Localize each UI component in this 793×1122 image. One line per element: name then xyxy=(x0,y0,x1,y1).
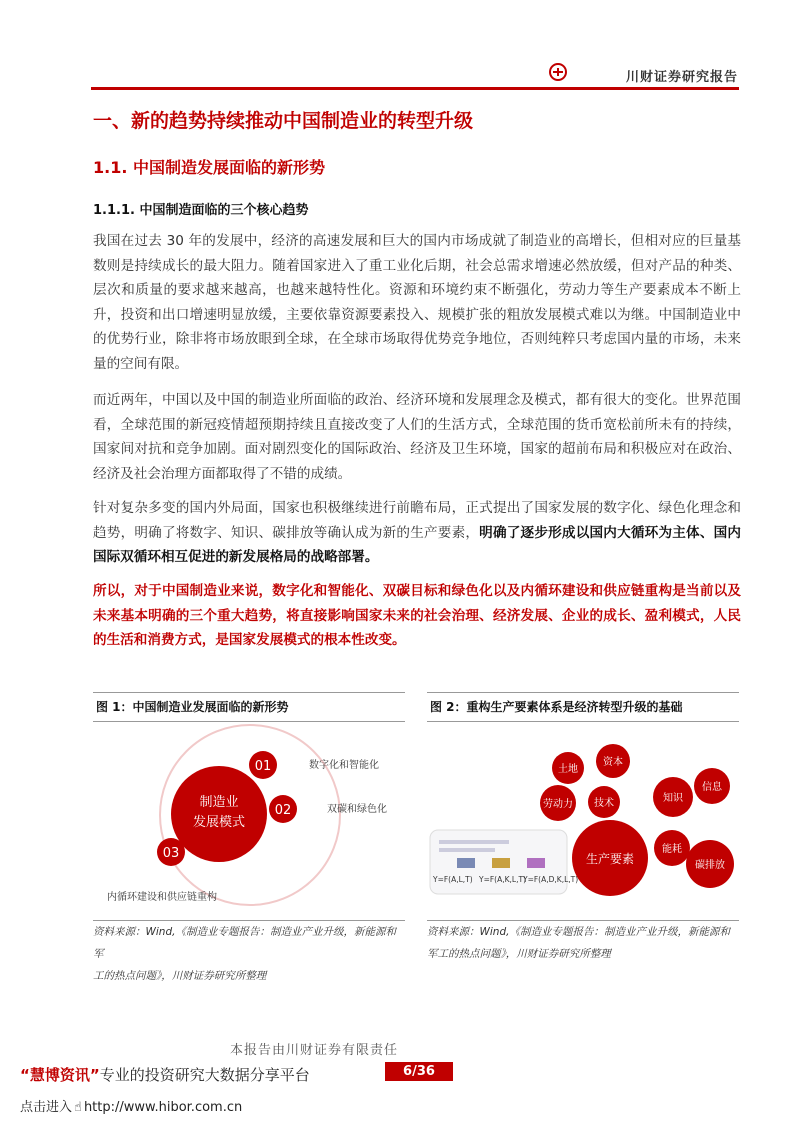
figure-1-title: 图 1：中国制造业发展面临的新形势 xyxy=(96,700,289,714)
item-02-number: 02 xyxy=(274,803,292,818)
formula-arrow-1 xyxy=(457,858,475,868)
factor-center-label: 生产要素 xyxy=(585,852,635,866)
figure-2-title-bar xyxy=(427,692,739,722)
watermark-link-prefix: 点击进入 xyxy=(20,1100,73,1115)
item-03-number: 03 xyxy=(162,846,180,861)
footer-note: 本报告由川财证券有限责任 xyxy=(230,1043,399,1058)
factor-info: 信息 xyxy=(702,782,722,793)
center-label-2: 发展模式 xyxy=(192,815,246,830)
paragraph-3-bold: 明确了逐步形成以国内大循环为主体、国内国际双循环相互促进的新发展格局的战略部署。 xyxy=(93,524,742,565)
watermark-line-2 xyxy=(20,1096,242,1115)
formula-1: Y=F(A,L,T) xyxy=(433,875,473,884)
chuancai-logo-icon xyxy=(549,63,567,81)
page-number: 6/36 xyxy=(385,1062,453,1081)
formula-2: Y=F(A,K,L,T) xyxy=(479,875,526,884)
factor-capital: 资本 xyxy=(603,757,623,768)
figure-2-source xyxy=(427,920,739,965)
formula-panel-line xyxy=(439,840,509,844)
factor-labor: 劳动力 xyxy=(543,799,573,810)
watermark-line-1 xyxy=(20,1064,310,1085)
factor-energy: 能耗 xyxy=(662,844,682,855)
figure-1-source-line-1: 资料来源：Wind,《制造业专题报告：制造业产业升级，新能源和军 xyxy=(93,926,396,960)
section-heading-3: 1.1.1. 中国制造面临的三个核心趋势 xyxy=(93,203,309,218)
figure-2-title: 图 2：重构生产要素体系是经济转型升级的基础 xyxy=(430,700,683,714)
item-03-label: 内循环建设和供应链重构 xyxy=(107,892,217,903)
factor-carbon: 碳排放 xyxy=(695,860,725,871)
paragraph-2: 而近两年，中国以及中国的制造业所面临的政治、经济环境和发展理念及模式，都有很大的变化。世界范围看，全球范围的新冠疫情超预期持续且直接改变了人们的生活方式，全球范围的货币宽松前所未有的持续，国家间对抗和竞争加剧。面对剧烈变化的国际政治、经济及卫生环境，国家的超前布局和积极应对在政治、经济及社会治理方面都取得了不错的成绩。 xyxy=(93,392,741,482)
factor-knowledge: 知识 xyxy=(663,793,683,804)
figure-2-source-line-1: 资料来源：Wind,《制造业专题报告：制造业产业升级，新能源和 xyxy=(427,926,730,938)
factor-land: 土地 xyxy=(558,764,578,775)
section-heading-1: 一、新的趋势持续推动中国制造业的转型升级 xyxy=(93,110,474,132)
watermark-link[interactable]: http://www.hibor.com.cn xyxy=(83,1100,243,1115)
figure-1-source-line-2: 工的热点问题》，川财证券研究所整理 xyxy=(93,970,267,982)
center-circle xyxy=(171,766,267,862)
item-02-label: 双碳和绿色化 xyxy=(327,804,387,815)
formula-3: Y=F(A,D,K,L,T) xyxy=(523,875,579,884)
center-label-1: 制造业 xyxy=(199,795,239,810)
formula-arrow-3 xyxy=(527,858,545,868)
formula-arrow-2 xyxy=(492,858,510,868)
figure-2-diagram xyxy=(427,722,739,922)
header-brand: 川财证券研究报告 xyxy=(625,70,738,85)
paragraph-3-normal: 针对复杂多变的国内外局面，国家也积极继续进行前瞻布局，正式提出了国家发展的数字化、绿色化理念和趋势，明确了将数字、知识、碳排放等确认成为新的生产要素， xyxy=(93,500,741,541)
section-heading-2: 1.1. 中国制造发展面临的新形势 xyxy=(93,158,325,177)
item-01-number: 01 xyxy=(254,759,272,774)
header-divider xyxy=(91,87,739,90)
watermark-brand: “慧博资讯” xyxy=(20,1066,100,1084)
watermark-tagline: 专业的投资研究大数据分享平台 xyxy=(99,1066,310,1084)
hand-cursor-icon: ☝ xyxy=(74,1100,82,1115)
figure-1-title-bar xyxy=(93,692,405,722)
figure-1-source xyxy=(93,920,405,987)
figure-2-source-line-2: 军工的热点问题》，川财证券研究所整理 xyxy=(427,948,611,960)
paragraph-1: 我国在过去 30 年的发展中，经济的高速发展和巨大的国内市场成就了制造业的高增长，但相对应的巨量基数则是持续成长的最大阻力。随着国家进入了重工业化后期，社会总需求增速必然放缓，但对产品的种类、层次和质量的要求越来越高，也越来越特性化。资源和环境约束不断强化，劳动力等生产要素成本不断上升，投资和出口增速明显放缓，主要依靠资源要素投入、规模扩张的粗放发展模式难以为继。中国制造业中的优势行业，除非将市场放眼到全球，在全球市场取得优势竞争地位，否则纯粹只考虑国内量的市场，未来量的空间有限。 xyxy=(93,233,741,372)
formula-panel-line xyxy=(439,848,495,852)
factor-tech: 技术 xyxy=(594,798,614,809)
figure-1-diagram xyxy=(93,722,405,922)
paragraph-3 xyxy=(93,496,741,570)
item-01-label: 数字化和智能化 xyxy=(309,760,379,771)
paragraph-4-highlight: 所以，对于中国制造业来说，数字化和智能化、双碳目标和绿色化以及内循环建设和供应链重构是当前以及未来基本明确的三个重大趋势，将直接影响国家未来的社会治理、经济发展、企业的成长、盈利模式，人民的生活和消费方式，是国家发展模式的根本性改变。 xyxy=(93,583,741,648)
